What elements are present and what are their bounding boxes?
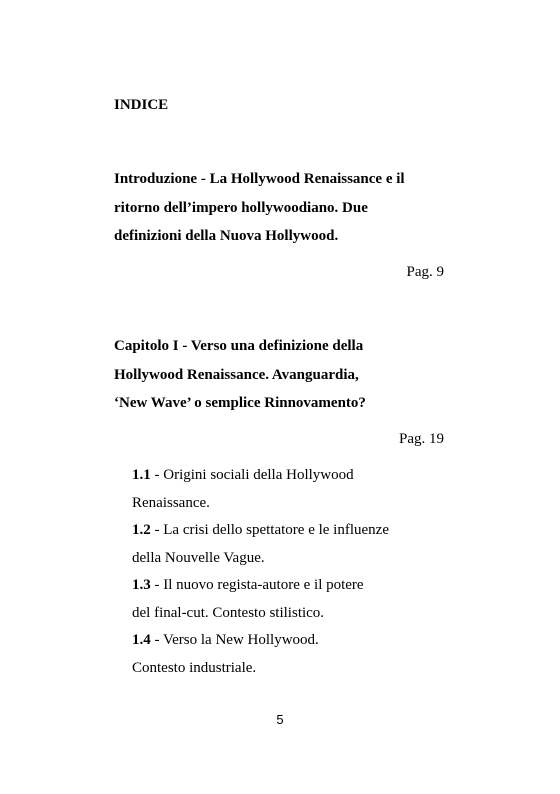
subsection-title: - La crisi dello spettatore e le influenze <box>150 522 389 538</box>
subsection-title-continuation: Contesto industriale. <box>132 659 257 676</box>
intro-title-line: ritorno dell’impero hollywoodiano. Due <box>114 199 368 216</box>
intro-entry-title <box>114 165 454 251</box>
subsection-title-continuation: della Nouvelle Vague. <box>132 549 265 566</box>
subsection-number: 1.4 <box>132 632 151 648</box>
intro-title-line: Introduzione - La Hollywood Renaissance e il <box>114 171 405 187</box>
subsection-entry <box>132 517 432 572</box>
chapter1-title-line: Capitolo I - Verso una definizione della <box>114 338 364 354</box>
chapter1-subsection-list <box>132 462 432 682</box>
subsection-title-continuation: del final-cut. Contesto stilistico. <box>132 604 325 621</box>
subsection-title: - Il nuovo regista-autore e il potere <box>150 577 364 593</box>
chapter1-title-line: ‘New Wave’ o semplice Rinnovamento? <box>114 395 366 411</box>
subsection-title: - Verso la New Hollywood. <box>150 632 319 648</box>
subsection-line <box>132 517 432 545</box>
chapter1-page-ref: Pag. 19 <box>399 431 444 447</box>
page-number: 5 <box>276 712 284 727</box>
subsection-entry <box>132 572 432 627</box>
intro-title-line: definizioni della Nuova Hollywood. <box>114 228 339 244</box>
subsection-title: - Origini sociali della Hollywood <box>150 467 354 483</box>
subsection-line <box>132 572 432 600</box>
index-heading: INDICE <box>114 97 169 113</box>
subsection-entry <box>132 627 432 682</box>
subsection-number: 1.3 <box>132 577 151 593</box>
subsection-line <box>132 462 432 490</box>
chapter1-title-line: Hollywood Renaissance. Avanguardia, <box>114 366 359 383</box>
subsection-number: 1.1 <box>132 467 151 483</box>
intro-page-ref: Pag. 9 <box>406 264 444 280</box>
subsection-line <box>132 627 432 655</box>
subsection-number: 1.2 <box>132 522 151 538</box>
chapter1-entry-title <box>114 332 454 418</box>
subsection-title-continuation: Renaissance. <box>132 494 210 511</box>
subsection-entry <box>132 462 432 517</box>
